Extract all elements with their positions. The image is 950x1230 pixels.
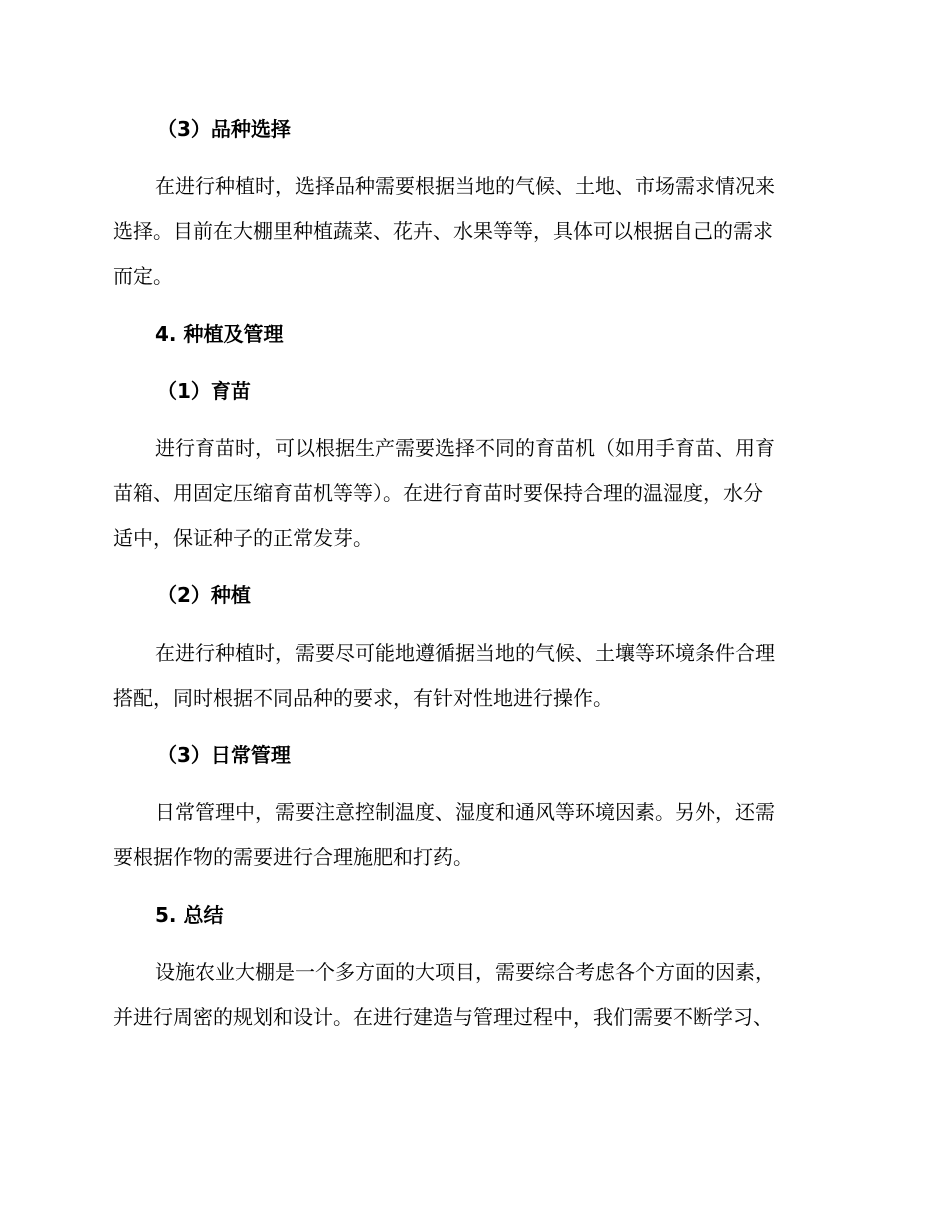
paragraph-seedling-line-1: 进行育苗时，可以根据生产需要选择不同的育苗机（如用手育苗、用育 — [155, 436, 775, 460]
paragraph-variety-line-1: 在进行种植时，选择品种需要根据当地的气候、土地、市场需求情况来 — [155, 174, 775, 198]
paragraph-planting-line-1: 在进行种植时，需要尽可能地遵循据当地的气候、土壤等环境条件合理 — [155, 641, 775, 665]
paragraph-planting-line-2: 搭配，同时根据不同品种的要求，有针对性地进行操作。 — [113, 686, 613, 710]
paragraph-seedling-line-2: 苗箱、用固定压缩育苗机等等）。在进行育苗时要保持合理的温湿度，水分 — [113, 481, 763, 505]
heading-planting: （2）种植 — [157, 583, 251, 607]
heading-planting-and-management: 4. 种植及管理 — [155, 322, 284, 346]
paragraph-variety-line-3: 而定。 — [113, 264, 173, 288]
heading-daily-management: （3）日常管理 — [157, 743, 291, 767]
heading-seedling: （1）育苗 — [157, 379, 251, 403]
paragraph-summary-line-1: 设施农业大棚是一个多方面的大项目，需要综合考虑各个方面的因素， — [155, 960, 775, 984]
paragraph-daily-line-2: 要根据作物的需要进行合理施肥和打药。 — [113, 845, 473, 869]
paragraph-summary-line-2: 并进行周密的规划和设计。在进行建造与管理过程中，我们需要不断学习、 — [113, 1005, 773, 1029]
paragraph-seedling-line-3: 适中，保证种子的正常发芽。 — [113, 526, 373, 550]
heading-summary: 5. 总结 — [155, 903, 224, 927]
paragraph-variety-line-2: 选择。目前在大棚里种植蔬菜、花卉、水果等等，具体可以根据自己的需求 — [113, 219, 773, 243]
heading-variety-selection: （3）品种选择 — [157, 117, 291, 141]
paragraph-daily-line-1: 日常管理中，需要注意控制温度、湿度和通风等环境因素。另外，还需 — [155, 800, 775, 824]
